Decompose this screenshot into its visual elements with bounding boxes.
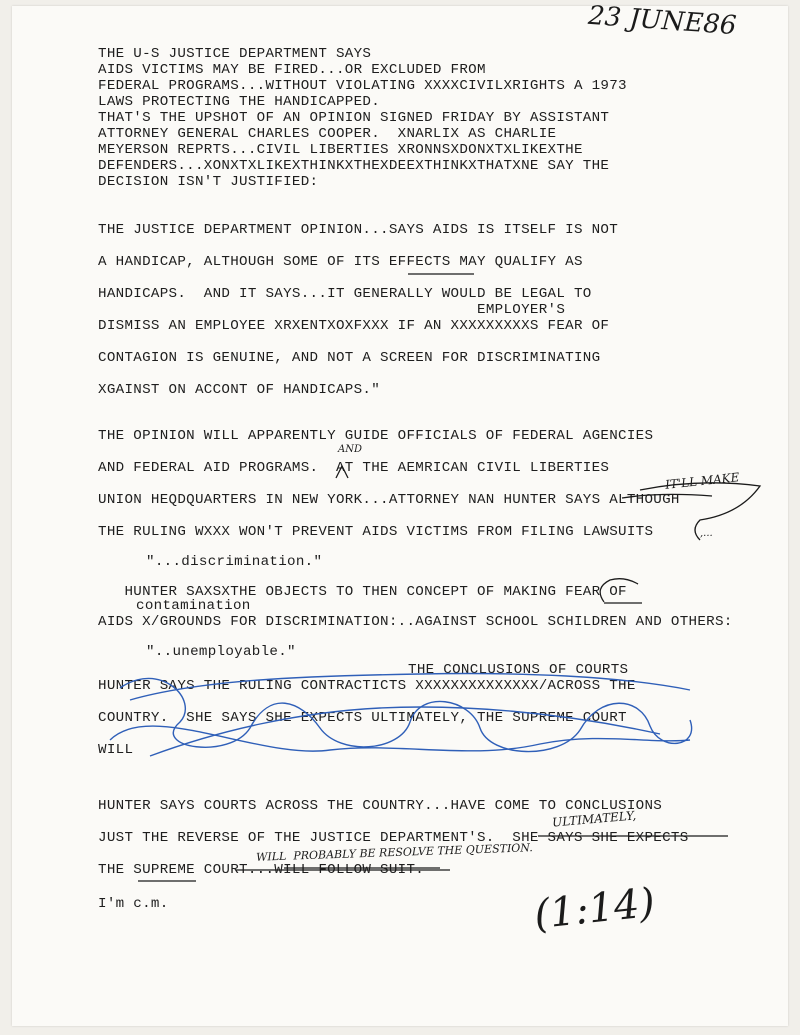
text-line: THE JUSTICE DEPARTMENT OPINION...SAYS AIDS IS ITSELF IS NOT — [98, 222, 619, 238]
text-line: ATTORNEY GENERAL CHARLES COOPER. XNARLIX AS CHARLIE — [98, 126, 557, 142]
text-line: AND FEDERAL AID PROGRAMS. AT THE AEMRICAN CIVIL LIBERTIES — [98, 460, 610, 476]
text-line: AIDS X/GROUNDS FOR DISCRIMINATION:..AGAINST SCHOOL SCHILDREN AND OTHERS: — [98, 614, 733, 630]
handwritten-date: 23 JUNE86 — [587, 0, 738, 42]
typed-insert: contamination — [136, 598, 251, 614]
typed-insert: THE CONCLUSIONS OF COURTS — [408, 662, 629, 678]
handwritten-insert: WILL PROBABLY BE RESOLVE THE QUESTION. — [255, 841, 533, 864]
handwritten-insert: IT'LL MAKE — [664, 470, 741, 492]
text-line: THE RULING WXXX WON'T PREVENT AIDS VICTIMS FROM FILING LAWSUITS — [98, 524, 654, 540]
signoff: I'm c.m. — [98, 896, 169, 912]
handwritten-runtime: (1:14) — [531, 879, 658, 939]
text-line: HUNTER SAYS THE RULING CONTRACTICTS XXXXXXXXXXXXXX/ACROSS THE — [98, 678, 636, 694]
text-line: DECISION ISN'T JUSTIFIED: — [98, 174, 319, 190]
typed-insert: EMPLOYER'S — [477, 302, 566, 318]
handwritten-insert: ,... — [700, 528, 713, 539]
quote-snippet: "..unemployable." — [146, 644, 296, 660]
text-line: DISMISS AN EMPLOYEE XRXENTXOXFXXX IF AN XXXXXXXXXS FEAR OF — [98, 318, 610, 334]
handwritten-insert: AND — [338, 444, 362, 455]
text-line: A HANDICAP, ALTHOUGH SOME OF ITS EFFECTS MAY QUALIFY AS — [98, 254, 583, 270]
text-line: HUNTER SAXSXTHE OBJECTS TO THEN CONCEPT OF MAKING FEAR OF — [98, 584, 627, 600]
text-line: MEYERSON REPRTS...CIVIL LIBERTIES XRONNSXDONXTXLIKEXTHE — [98, 142, 583, 158]
text-line: HANDICAPS. AND IT SAYS...IT GENERALLY WOULD BE LEGAL TO — [98, 286, 592, 302]
text-line: LAWS PROTECTING THE HANDICAPPED. — [98, 94, 381, 110]
text-line: XGAINST ON ACCONT OF HANDICAPS." — [98, 382, 381, 398]
text-line: THAT'S THE UPSHOT OF AN OPINION SIGNED FRIDAY BY ASSISTANT — [98, 110, 610, 126]
text-line: HUNTER SAYS COURTS ACROSS THE COUNTRY...HAVE COME TO CONCLUSIONS — [98, 798, 663, 814]
text-line: UNION HEQDQUARTERS IN NEW YORK...ATTORNEY NAN HUNTER SAYS ALTHOUGH — [98, 492, 680, 508]
text-line: DEFENDERS...XONXTXLIKEXTHINKXTHEXDEEXTHINKXTHATXNE SAY THE — [98, 158, 610, 174]
text-line: JUST THE REVERSE OF THE JUSTICE DEPARTMENT'S. SHE SAYS SHE EXPECTS — [98, 830, 689, 846]
text-line: THE U-S JUSTICE DEPARTMENT SAYS — [98, 46, 372, 62]
handwritten-insert: ULTIMATELY, — [551, 808, 637, 830]
quote-snippet: "...discrimination." — [146, 554, 323, 570]
text-line: FEDERAL PROGRAMS...WITHOUT VIOLATING XXXXCIVILXRIGHTS A 1973 — [98, 78, 627, 94]
text-line: AIDS VICTIMS MAY BE FIRED...OR EXCLUDED FROM — [98, 62, 486, 78]
text-line: COUNTRY. SHE SAYS SHE EXPECTS ULTIMATELY, THE SUPREME COURT — [98, 710, 627, 726]
text-line: WILL — [98, 742, 134, 758]
text-line: THE SUPREME COURT...WILL FOLLOW SUIT. — [98, 862, 425, 878]
text-line: CONTAGION IS GENUINE, AND NOT A SCREEN FOR DISCRIMINATING — [98, 350, 601, 366]
text-line: THE OPINION WILL APPARENTLY GUIDE OFFICIALS OF FEDERAL AGENCIES — [98, 428, 654, 444]
